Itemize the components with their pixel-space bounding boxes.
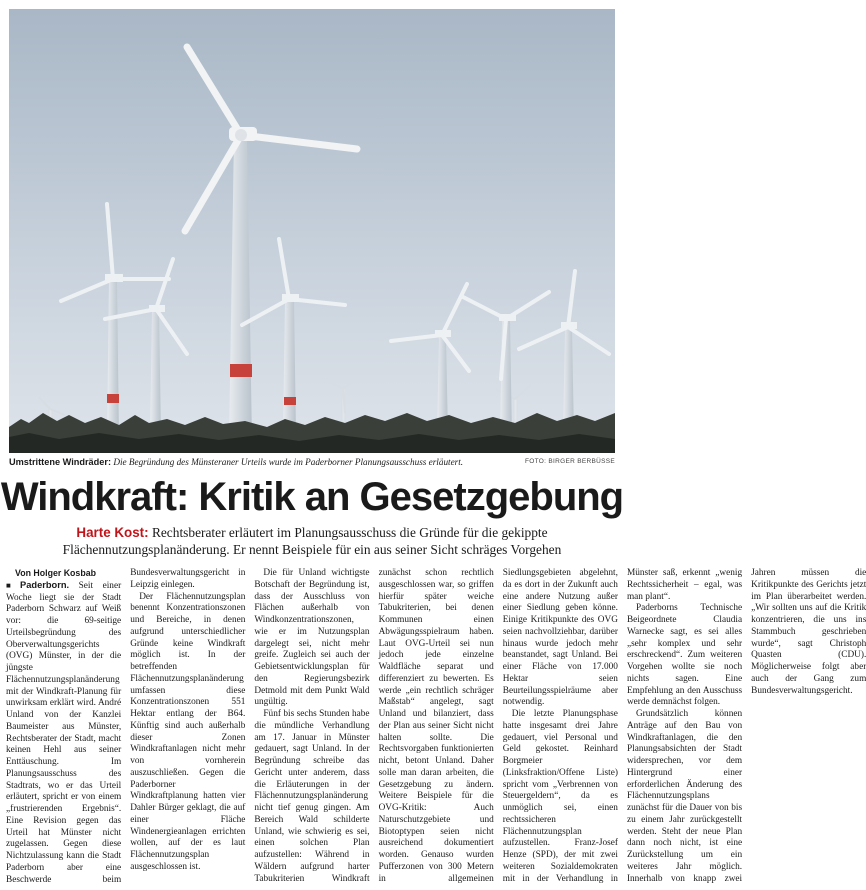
dateline: ■ Paderborn. <box>6 580 69 590</box>
article-paragraph: Grundsätzlich können Anträge auf den Bau von Windkraftanlagen, die den Planungsabsichten der Stadt widersprechen, vor dem Hintergrund einer erforderlichen Änderung des Flächennutzungsplans zunächst für die Dauer von bis zu einem Jahr zurückgestellt werden. Steht der neue Plan dann noch nicht, ist eine Zurückstellung um ein weiteres Jahr möglich. Innerhalb von knapp zwei Jahren müssen die Kritikpunkte des Gerichts jetzt im Plan überarbeitet werden. „Wir sollten uns auf die Kritik konzentrieren, die uns ins Stammbuch geschrieben wurde“, sagt Christoph Quasten (CDU). Möglicherweise folgt aber auch der Gang zum Bundesverwaltungsgericht. <box>626 568 866 884</box>
article-paragraph: Fünf bis sechs Stunden habe die mündliche Verhandlung am 17. Januar in Münster gedauert, sagt Unland. In der Begründung schreibe das Gericht unter anderem, dass die Erläuterungen in der Flächennutzungsplanänderung nicht tief genug gingen. Am Bereich Wald schilderte Unland, wie schwierig es sei, einen solchen Plan aufzustellen: Während in Wäldern aufgrund harter Tabukriterien Windkraft zunächst schon rechtlich ausgeschlossen war, so griffen hierfür später weiche Tabukriterien, bei denen Kommunen einen Abwägungsspielraum haben. Laut OVG-Urteil sei nun jedoch jede einzelne Waldfläche separat und differenziert zu bewerten. Es werde „ein rechtlich schräger Maßstab“ angelegt, sagt Unland und bilanziert, dass der Plan aus seiner Sicht nicht halten sollte. Die Rechtsvorgaben funktionierten nicht, betont Unland. Daher solle man daran arbeiten, die Gesetzgebung zu ändern. Weitere Beispiele für die OVG-Kritik: Auch Naturschutzgebiete und Biotoptypen seien nicht ausreichend dokumentiert worden. Genauso wurden Pufferzonen von 300 Metern in allgemeinen Siedlungsgebieten abgelehnt, da es dort in der Zukunft auch eine andere Nutzung außer einer Siedlung geben könne. Einige Kritikpunkte des OVG seien nachvollziehbar, darüber hinaus wurde jedoch mehr beanstandet, sagt Unland. Bei einer Fläche von 17.000 Hektar seien Beurteilungsspielräume aber notwendig. <box>254 568 618 884</box>
article-paragraph: Der Flächennutzungsplan benennt Konzentrationszonen und Bereiche, in denen aufgrund unterschiedlicher Gründe keine Windkraft möglich ist. In der betreffenden Flächennutzungsplanänderung umfassen diese Konzentrationszonen 551 Hektar entlang der B64. Künftig sind auch außerhalb dieser Zonen Windkraftanlagen nicht mehr von vornherein auszuschließen. Gegen die Paderborner Windkraftplanung hatten vier Dahler Bürger geklagt, die auf einer Fläche Windenergieanlagen errichten wollen, auf der es laut Flächennutzungsplan ausgeschlossen ist. <box>130 591 246 872</box>
subhead-text: Rechtsberater erläutert im Planungsausschuss die Gründe für die gekippte Flächennutzungsplanänderung. Er nennt Beispiele für ein aus seiner Sicht schräges Vorgehen <box>62 525 562 557</box>
photo-credit: FOTO: BIRGER BERBÜSSE <box>525 458 615 465</box>
wind-turbines-photo <box>9 9 615 453</box>
subhead-kicker: Harte Kost: <box>76 525 149 540</box>
caption-text: Die Begründung des Münsteraner Urteils wurde im Paderborner Planungsausschuss erläutert. <box>113 457 464 467</box>
article-paragraph: Die für Unland wichtigste Botschaft der Begründung ist, dass der Ausschluss von Flächen außerhalb von Windkonzentrationszonen, wie er im Nutzungsplan dargelegt sei, nicht mehr greife. Zugleich sei auch der Gebietsentwicklungsplan für den Regierungsbezirk Detmold mit dem Punkt Wald ungültig. <box>254 568 370 708</box>
headline: Windkraft: Kritik an Gesetzgebung <box>0 475 624 519</box>
article-body <box>6 568 866 888</box>
photo-caption <box>9 455 615 469</box>
caption-lead: Umstrittene Windräder: <box>9 457 112 467</box>
article-photo <box>9 9 615 453</box>
author-byline: Von Holger Kosbab <box>15 568 96 578</box>
article-paragraph: Paderborns Technische Beigeordnete Claudia Warnecke sagt, es sei alles „sehr komplex und sehr erschreckend“. Zum weiteren Vorgehen wollte sie noch nichts sagen. Eine Empfehlung an den Ausschuss werde demnächst folgen. <box>626 603 743 708</box>
article-paragraph: ■ Paderborn. Seit einer Woche liegt sie der Stadt Paderborn Schwarz auf Weiß vor: die 69-seitige Urteilsbegründung des Oberverwaltungsgerichts (OVG) Münster, in der die jüngste Flächennutzungsplanänderung mit der Windkraft-Planung für unwirksam erklärt wird. André Unland von der Kanzlei Baumeister aus Münster, Rechtsberater der Stadt, macht keinen Hehl aus seiner Enttäuschung. Im Planungsausschuss des Stadtrats, wo er das Urteil erläutert, spricht er von einem „frustrierenden Ergebnis“. Eine Revision gegen das Urteil hat Münster nicht zugelassen. Gegen diese Nichtzulassung kann die Stadt Paderborn aber eine Beschwerde beim Bundesverwaltungsgericht in Leipzig einlegen. <box>6 568 245 888</box>
article-paragraph: Die letzte Planungsphase hatte insgesamt drei Jahre gedauert, viel Personal und Geld gekostet. Reinhard Borgmeier (Linksfraktion/Offene Liste) spricht vom „Verbrennen von Steuergeldern“, da es unmöglich sei, einen rechtssicheren Flächennutzungsplan aufzustellen. Franz-Josef Henze (SPD), der mit zwei weiteren Sozialdemokraten mit in der Verhandlung in Münster saß, erkennt „wenig Rechtssicherheit – egal, was man plant“. <box>502 568 743 884</box>
subheadline <box>40 524 584 558</box>
